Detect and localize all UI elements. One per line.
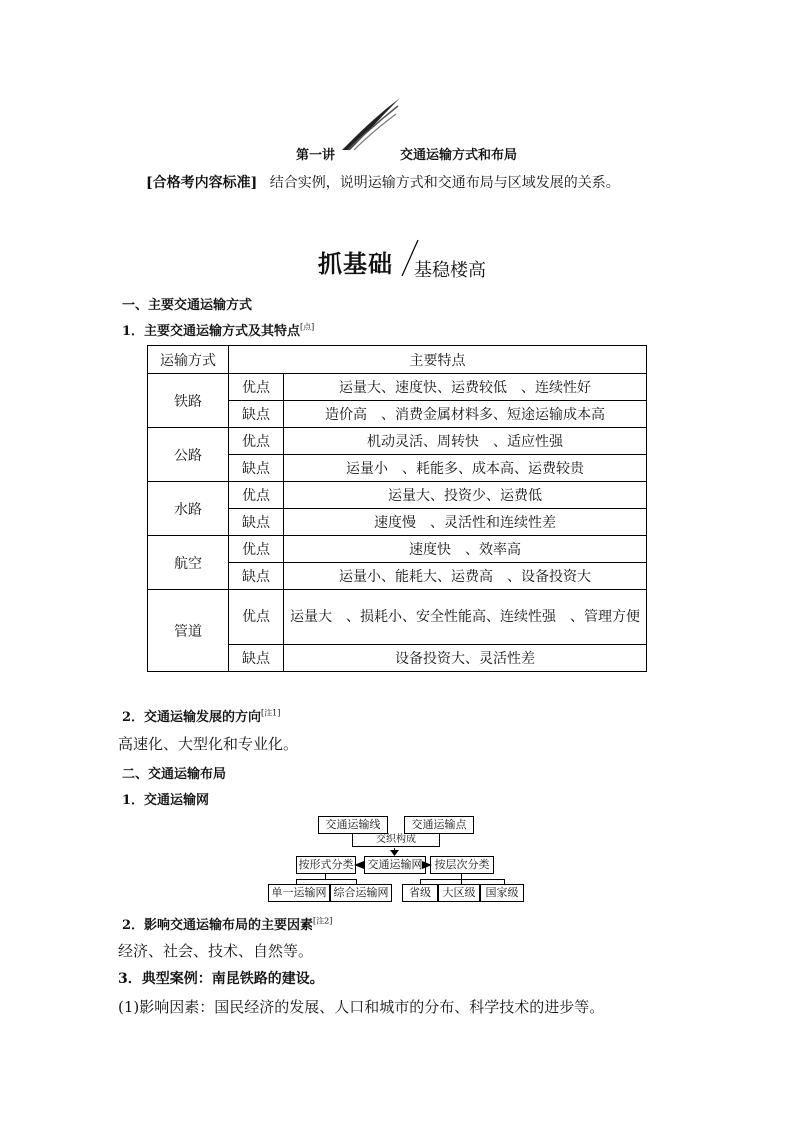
standard-tag: [合格考内容标准]: [146, 175, 258, 191]
diagram-by-level-box: 按层次分类: [430, 856, 494, 874]
header-mode: 运输方式: [148, 346, 229, 374]
section2-item2-title: [122, 914, 332, 933]
pro-label: 优点: [229, 590, 284, 645]
section1-item2-title: [122, 706, 280, 725]
pro-text: 运量大 、损耗小、安全性能高、连续性强 、管理方便: [284, 590, 647, 645]
pro-label: 优点: [229, 536, 284, 563]
section2-item3-title: 3．典型案例：南昆铁路的建设。: [118, 971, 324, 987]
table-row: [148, 428, 647, 455]
con-text: 速度慢 、灵活性和连续性差: [284, 509, 647, 536]
mode-cell: 水路: [148, 482, 229, 536]
section1-item1-title: [122, 320, 314, 339]
standard-text: 结合实例，说明运输方式和交通布局与区域发展的关系。: [269, 175, 620, 191]
table-header-row: [148, 346, 647, 374]
diagram-compose-box: 交织构成: [352, 834, 440, 847]
header-features: 主要特点: [229, 346, 647, 374]
con-text: 造价高 、消费金属材料多、短途运输成本高: [284, 401, 647, 428]
diagram-by-form-box: 按形式分类: [296, 856, 356, 874]
section2-title: 二、交通运输布局: [122, 767, 227, 782]
con-label: 缺点: [229, 455, 284, 482]
pro-text: 运量大、速度快、运费较低 、连续性好: [284, 374, 647, 401]
pro-text: 运量大、投资少、运费低: [284, 482, 647, 509]
mode-cell: 公路: [148, 428, 229, 482]
network-diagram: [268, 813, 528, 905]
diagram-single-box: 单一运输网: [268, 884, 330, 902]
con-text: 运量小 、耗能多、成本高、运费较贵: [284, 455, 647, 482]
arrow-left-icon: [354, 861, 364, 869]
note-marker: [注1]: [261, 708, 281, 718]
con-text: 设备投资大、灵活性差: [284, 645, 647, 672]
pro-label: 优点: [229, 374, 284, 401]
con-label: 缺点: [229, 509, 284, 536]
section1-title: 一、主要交通运输方式: [122, 298, 253, 313]
con-label: 缺点: [229, 645, 284, 672]
mode-cell: 航空: [148, 536, 229, 590]
section2-item3-sub: (1)影响因素：国民经济的发展、人口和城市的分布、科学技术的进步等。: [118, 998, 605, 1016]
diagram-nation-box: 国家级: [480, 884, 524, 902]
banner-main: 抓基础: [318, 250, 393, 278]
swoosh-decoration-icon: [340, 96, 404, 152]
mode-cell: 管道: [148, 590, 229, 672]
banner-sub: 基稳楼高: [414, 260, 486, 281]
pro-label: 优点: [229, 482, 284, 509]
lecture-number: 第一讲: [296, 148, 336, 163]
section2-item1-title: 1．交通运输网: [122, 793, 210, 808]
section2-item2-text: 经济、社会、技术、自然等。: [118, 942, 314, 960]
item-title-text: 1．主要交通运输方式及其特点: [122, 324, 301, 339]
table-row: [148, 536, 647, 563]
table-row: [148, 374, 647, 401]
diagram-province-box: 省级: [402, 884, 438, 902]
diagram-line-box: 交通运输线: [318, 816, 388, 834]
pro-text: 机动灵活、周转快 、适应性强: [284, 428, 647, 455]
note-marker: [注2]: [313, 916, 333, 926]
mode-cell: 铁路: [148, 374, 229, 428]
table-row: [148, 590, 647, 645]
note-marker: [点]: [300, 322, 315, 332]
content-standard: [146, 172, 620, 192]
con-label: 缺点: [229, 563, 284, 590]
lecture-title: 交通运输方式和布局: [400, 148, 518, 163]
transport-features-table: [147, 345, 647, 672]
section1-item2-text: 高速化、大型化和专业化。: [118, 735, 299, 753]
item-title-text: 2．影响交通运输布局的主要因素: [122, 918, 314, 933]
table-row: [148, 482, 647, 509]
diagram-integrated-box: 综合运输网: [330, 884, 392, 902]
diagram-region-box: 大区级: [438, 884, 480, 902]
pro-text: 速度快 、效率高: [284, 536, 647, 563]
diagram-point-box: 交通运输点: [404, 816, 474, 834]
arrow-right-icon: [422, 861, 432, 869]
diagram-network-box: 交通运输网: [364, 856, 426, 874]
pro-label: 优点: [229, 428, 284, 455]
item-title-text: 2．交通运输发展的方向: [122, 710, 262, 725]
con-label: 缺点: [229, 401, 284, 428]
con-text: 运量小、能耗大、运费高 、设备投资大: [284, 563, 647, 590]
